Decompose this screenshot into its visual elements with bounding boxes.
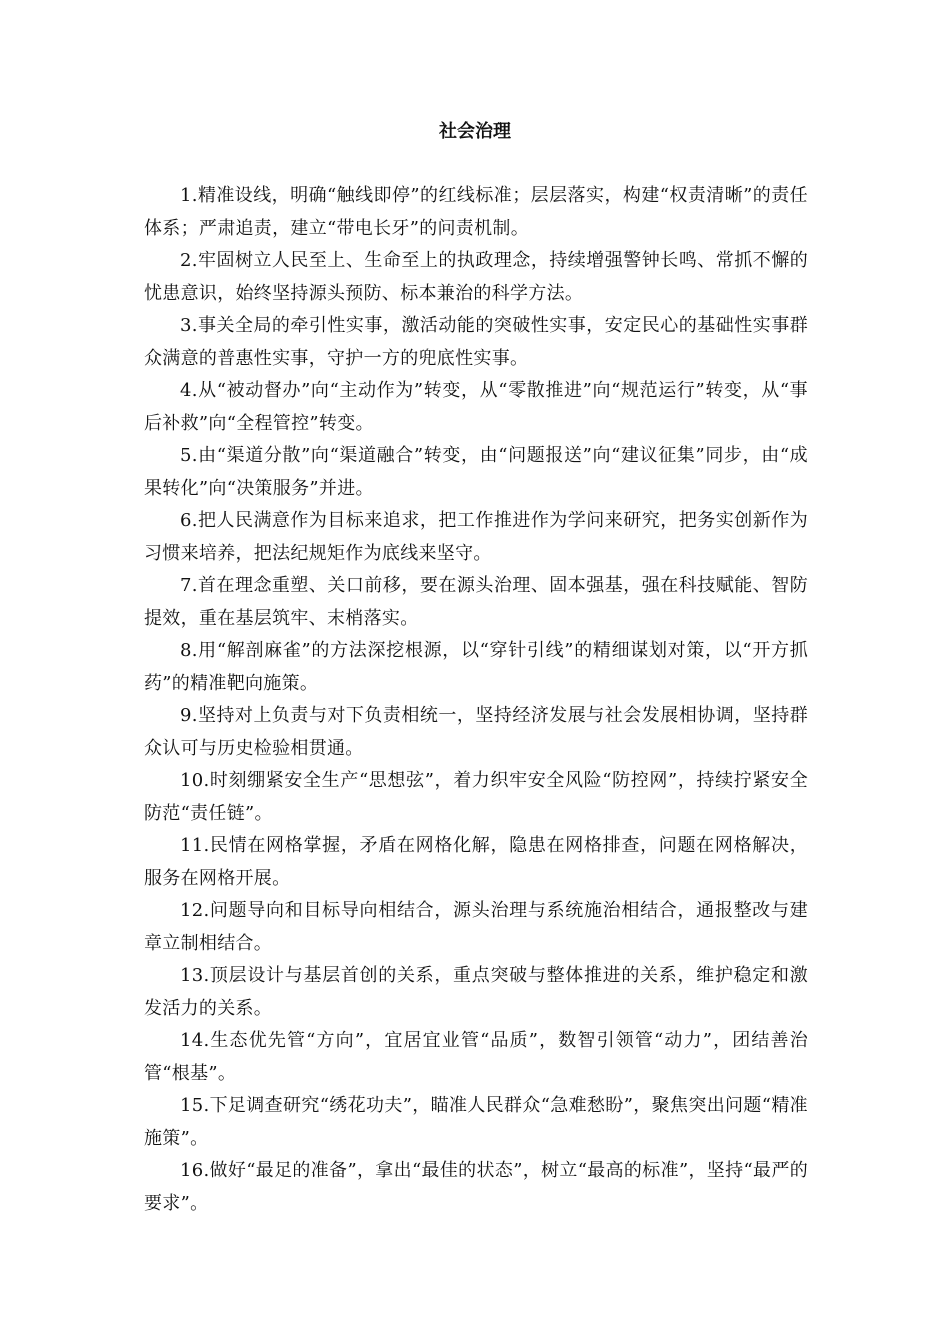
paragraph-7: 7.首在理念重塑、关口前移，要在源头治理、固本强基，强在科技赋能、智防提效，重在基层筑牢、末梢落实。 [144, 575, 808, 629]
paragraph-12: 12.问题导向和目标导向相结合，源头治理与系统施治相结合，通报整改与建章立制相结合。 [144, 900, 808, 954]
paragraph-6: 6.把人民满意作为目标来追求，把工作推进作为学问来研究，把务实创新作为习惯来培养，把法纪规矩作为底线来坚守。 [144, 510, 808, 564]
paragraph-5: 5.由“渠道分散”向“渠道融合”转变，由“问题报送”向“建议征集”同步，由“成果转化”向“决策服务”并进。 [144, 445, 808, 499]
paragraph-13: 13.顶层设计与基层首创的关系，重点突破与整体推进的关系，维护稳定和激发活力的关系。 [144, 965, 808, 1019]
paragraph-11: 11.民情在网格掌握，矛盾在网格化解，隐患在网格排查，问题在网格解决，服务在网格开展。 [144, 835, 808, 889]
paragraph-4: 4.从“被动督办”向“主动作为”转变，从“零散推进”向“规范运行”转变，从“事后补救”向“全程管控”转变。 [144, 380, 808, 434]
paragraph-15: 15.下足调查研究“绣花功夫”，瞄准人民群众“急难愁盼”，聚焦突出问题“精准施策”。 [144, 1095, 808, 1149]
paragraph-2: 2.牢固树立人民至上、生命至上的执政理念，持续增强警钟长鸣、常抓不懈的忧患意识，始终坚持源头预防、标本兼治的科学方法。 [144, 250, 808, 304]
document-title: 社会治理 [439, 121, 511, 142]
paragraph-1: 1.精准设线，明确“触线即停”的红线标准；层层落实，构建“权责清晰”的责任体系；严肃追责，建立“带电长牙”的问责机制。 [144, 185, 808, 239]
document-body [144, 180, 808, 1220]
paragraph-14: 14.生态优先管“方向”，宜居宜业管“品质”，数智引领管“动力”，团结善治管“根基”。 [144, 1030, 808, 1084]
paragraph-3: 3.事关全局的牵引性实事，激活动能的突破性实事，安定民心的基础性实事群众满意的普惠性实事，守护一方的兜底性实事。 [144, 315, 808, 369]
paragraph-16: 16.做好“最足的准备”，拿出“最佳的状态”，树立“最高的标准”，坚持“最严的要求”。 [144, 1160, 808, 1214]
paragraph-10: 10.时刻绷紧安全生产“思想弦”，着力织牢安全风险“防控网”，持续拧紧安全防范“责任链”。 [144, 770, 808, 824]
paragraph-8: 8.用“解剖麻雀”的方法深挖根源，以“穿针引线”的精细谋划对策，以“开方抓药”的精准靶向施策。 [144, 640, 808, 694]
paragraph-9: 9.坚持对上负责与对下负责相统一，坚持经济发展与社会发展相协调，坚持群众认可与历史检验相贯通。 [144, 705, 808, 759]
